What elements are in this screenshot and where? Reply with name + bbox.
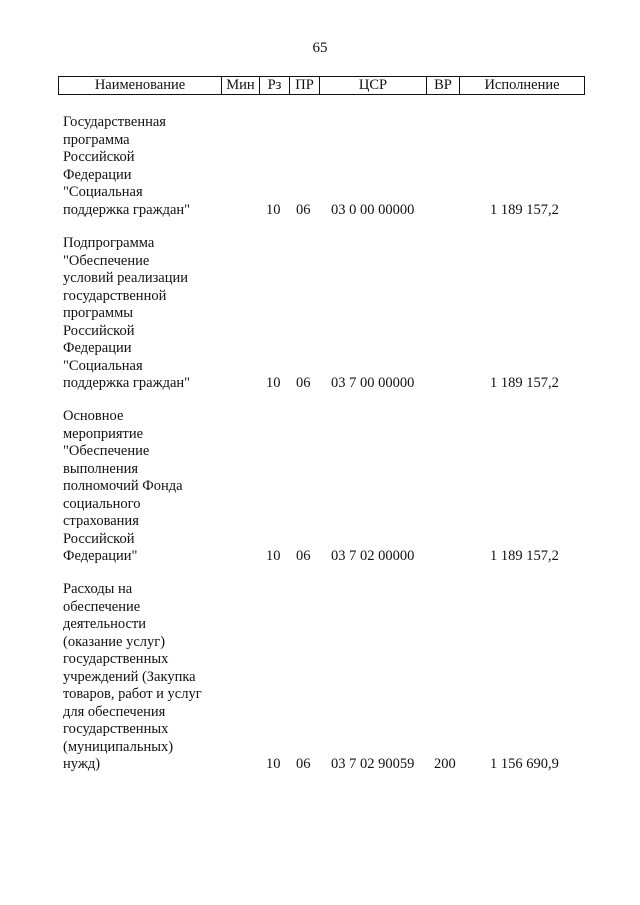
row-pr: 06 (296, 548, 311, 564)
header-name: Наименование (59, 77, 222, 94)
row-name: Подпрограмма "Обеспечение условий реализации государственной программы Российской Федерации "Социальная поддержка граждан" (63, 235, 191, 391)
row-csr: 03 0 00 00000 (331, 201, 415, 218)
row-pr: 06 (296, 756, 311, 772)
row-rz: 10 (266, 756, 281, 772)
row-name: Основное мероприятие "Обеспечение выполнения полномочий Фонда социального страхования Российской Федерации" (63, 408, 183, 564)
header-pr: ПР (290, 77, 320, 94)
row-rz: 10 (266, 375, 281, 391)
row-csr: 03 7 00 00000 (331, 375, 415, 391)
row-name: Государственная программа Российской Федерации "Социальная поддержка граждан" (63, 114, 191, 218)
row-csr: 03 7 02 90059 (331, 756, 415, 772)
row-execution: 1 189 157,2 (490, 201, 559, 218)
row-pr: 06 (296, 201, 311, 218)
row-execution: 1 156 690,9 (490, 756, 559, 772)
row-name: Расходы на обеспечение деятельности (оказание услуг) государственных учреждений (Закупка товаров, работ и услуг для обеспечения государственных (муниципальных) нужд) (63, 581, 202, 772)
row-csr: 03 7 02 00000 (331, 548, 415, 564)
header-vr: ВР (427, 77, 460, 94)
page-number: 65 (312, 40, 328, 56)
row-pr: 06 (296, 375, 311, 391)
header-execution: Исполнение (484, 77, 560, 93)
row-rz: 10 (266, 548, 281, 564)
row-rz: 10 (266, 201, 281, 218)
header-csr: ЦСР (320, 77, 427, 94)
row-execution: 1 189 157,2 (490, 548, 559, 564)
row-vr: 200 (434, 756, 456, 772)
header-min: Мин (222, 77, 260, 94)
header-rz: Рз (260, 77, 290, 94)
row-execution: 1 189 157,2 (490, 375, 559, 391)
table-header (58, 76, 585, 95)
